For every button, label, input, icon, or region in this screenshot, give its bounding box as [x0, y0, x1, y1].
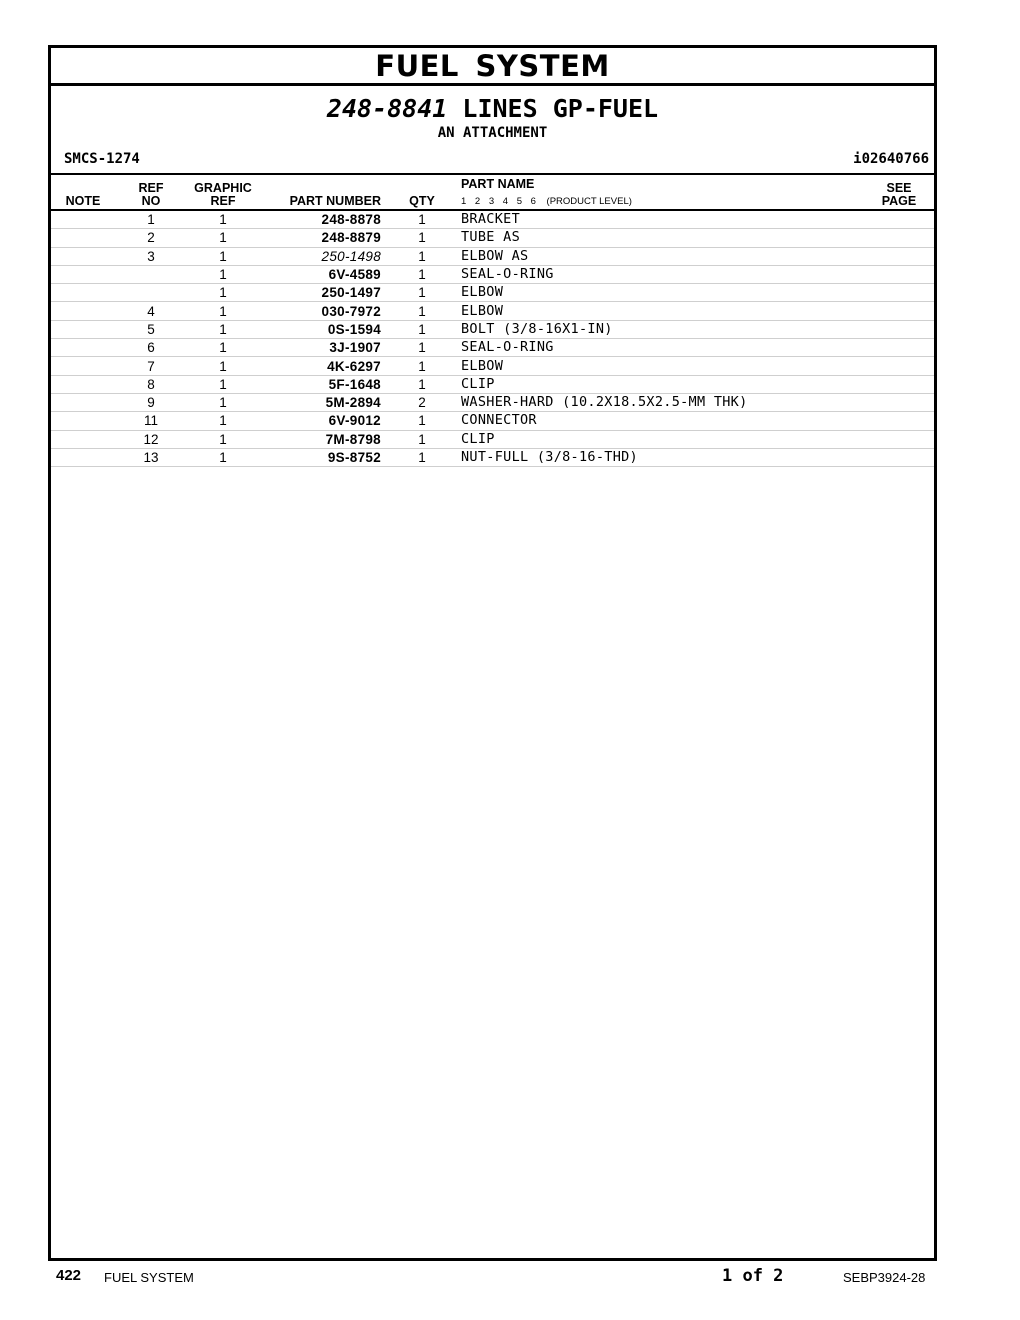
row-see-page — [864, 247, 934, 265]
row-part-number: 030-7972 — [259, 302, 385, 320]
row-part-number: 9S-8752 — [259, 448, 385, 466]
row-ref-no — [115, 265, 187, 283]
row-qty: 1 — [385, 284, 459, 302]
row-see-page — [864, 375, 934, 393]
row-part-name: CLIP — [459, 375, 864, 393]
row-ref-no: 3 — [115, 247, 187, 265]
header-product-level: (PRODUCT LEVEL) — [546, 196, 632, 207]
row-part-name: SEAL-O-RING — [459, 339, 864, 357]
table-row — [51, 357, 934, 375]
table-row — [51, 430, 934, 448]
row-ref-no: 6 — [115, 339, 187, 357]
row-graphic-ref: 1 — [187, 229, 259, 247]
row-see-page — [864, 448, 934, 466]
row-qty: 1 — [385, 339, 459, 357]
row-part-number: 5M-2894 — [259, 393, 385, 411]
footer-doc-id: SEBP3924-28 — [843, 1270, 926, 1285]
row-ref-no: 4 — [115, 302, 187, 320]
row-part-number: 250-1497 — [259, 284, 385, 302]
row-see-page — [864, 320, 934, 338]
row-part-name: SEAL-O-RING — [459, 265, 864, 283]
row-qty: 1 — [385, 430, 459, 448]
table-row — [51, 229, 934, 247]
row-graphic-ref: 1 — [187, 412, 259, 430]
row-note — [51, 339, 115, 357]
table-row — [51, 448, 934, 466]
row-see-page — [864, 412, 934, 430]
row-note — [51, 393, 115, 411]
header-part-name — [459, 174, 864, 210]
row-part-name: ELBOW AS — [459, 247, 864, 265]
row-part-number: 248-8878 — [259, 210, 385, 229]
row-note — [51, 265, 115, 283]
row-note — [51, 229, 115, 247]
header-see-page — [864, 174, 934, 210]
row-qty: 2 — [385, 393, 459, 411]
row-qty: 1 — [385, 265, 459, 283]
header-ref-line1: REF — [138, 181, 164, 195]
parts-table — [51, 173, 934, 467]
header-level-numbers: 1 2 3 4 5 6 — [461, 196, 536, 207]
table-row — [51, 412, 934, 430]
header-see-line2: PAGE — [881, 194, 917, 208]
row-see-page — [864, 284, 934, 302]
row-part-number: 7M-8798 — [259, 430, 385, 448]
row-qty: 1 — [385, 210, 459, 229]
row-note — [51, 302, 115, 320]
row-note — [51, 247, 115, 265]
row-ref-no: 11 — [115, 412, 187, 430]
row-qty: 1 — [385, 412, 459, 430]
table-row — [51, 247, 934, 265]
header-part-number: PART NUMBER — [289, 194, 381, 208]
group-part-number: 248-8841 — [326, 94, 448, 123]
row-note — [51, 430, 115, 448]
page-frame — [48, 45, 937, 1261]
header-note: NOTE — [65, 194, 101, 208]
footer-section: FUEL SYSTEM — [104, 1270, 194, 1285]
header-part-name-label: PART NAME — [461, 177, 535, 191]
row-see-page — [864, 430, 934, 448]
row-see-page — [864, 393, 934, 411]
row-graphic-ref: 1 — [187, 265, 259, 283]
table-row — [51, 284, 934, 302]
table-row — [51, 375, 934, 393]
row-qty: 1 — [385, 247, 459, 265]
row-see-page — [864, 210, 934, 229]
row-see-page — [864, 357, 934, 375]
page-footer — [0, 1266, 1020, 1290]
header-levels — [461, 196, 632, 207]
row-part-number: 250-1498 — [259, 247, 385, 265]
row-graphic-ref: 1 — [187, 247, 259, 265]
row-graphic-ref: 1 — [187, 357, 259, 375]
row-qty: 1 — [385, 375, 459, 393]
section-title: FUEL SYSTEM — [51, 48, 934, 86]
row-part-number: 0S-1594 — [259, 320, 385, 338]
row-part-name: CONNECTOR — [459, 412, 864, 430]
row-graphic-ref: 1 — [187, 375, 259, 393]
row-see-page — [864, 302, 934, 320]
table-row — [51, 210, 934, 229]
row-part-name: BRACKET — [459, 210, 864, 229]
row-ref-no: 13 — [115, 448, 187, 466]
row-part-name: BOLT (3/8-16X1-IN) — [459, 320, 864, 338]
id-row — [51, 151, 934, 171]
group-name: LINES GP-FUEL — [462, 94, 659, 123]
row-ref-no: 2 — [115, 229, 187, 247]
row-graphic-ref: 1 — [187, 320, 259, 338]
row-part-name: CLIP — [459, 430, 864, 448]
smcs-code: SMCS-1274 — [64, 151, 140, 167]
row-qty: 1 — [385, 229, 459, 247]
header-see-line1: SEE — [886, 181, 912, 195]
row-part-name: WASHER-HARD (10.2X18.5X2.5-MM THK) — [459, 393, 864, 411]
row-part-number: 5F-1648 — [259, 375, 385, 393]
table-row — [51, 302, 934, 320]
row-note — [51, 210, 115, 229]
row-note — [51, 412, 115, 430]
row-ref-no — [115, 284, 187, 302]
illustration-id: i02640766 — [853, 151, 929, 167]
row-graphic-ref: 1 — [187, 393, 259, 411]
header-graphic-ref — [187, 174, 259, 210]
row-ref-no: 5 — [115, 320, 187, 338]
row-graphic-ref: 1 — [187, 430, 259, 448]
table-row — [51, 320, 934, 338]
row-part-number: 3J-1907 — [259, 339, 385, 357]
row-see-page — [864, 229, 934, 247]
row-see-page — [864, 265, 934, 283]
row-qty: 1 — [385, 320, 459, 338]
row-part-name: NUT-FULL (3/8-16-THD) — [459, 448, 864, 466]
row-see-page — [864, 339, 934, 357]
row-note — [51, 357, 115, 375]
row-part-number: 248-8879 — [259, 229, 385, 247]
group-subtitle: AN ATTACHMENT — [437, 125, 548, 141]
row-ref-no: 9 — [115, 393, 187, 411]
row-qty: 1 — [385, 448, 459, 466]
row-qty: 1 — [385, 302, 459, 320]
row-ref-no: 8 — [115, 375, 187, 393]
row-ref-no: 1 — [115, 210, 187, 229]
row-note — [51, 284, 115, 302]
table-row — [51, 393, 934, 411]
row-note — [51, 320, 115, 338]
row-note — [51, 448, 115, 466]
header-ref-line2: NO — [141, 194, 161, 208]
header-gref-line1: GRAPHIC — [194, 181, 252, 195]
row-qty: 1 — [385, 357, 459, 375]
header-gref-line2: REF — [210, 194, 236, 208]
row-graphic-ref: 1 — [187, 339, 259, 357]
row-part-name: ELBOW — [459, 357, 864, 375]
footer-page-number: 422 — [56, 1267, 82, 1284]
table-row — [51, 339, 934, 357]
row-part-name: ELBOW — [459, 302, 864, 320]
row-graphic-ref: 1 — [187, 448, 259, 466]
row-graphic-ref: 1 — [187, 302, 259, 320]
row-part-number: 6V-4589 — [259, 265, 385, 283]
row-note — [51, 375, 115, 393]
group-title — [51, 95, 934, 123]
row-part-number: 6V-9012 — [259, 412, 385, 430]
row-part-number: 4K-6297 — [259, 357, 385, 375]
row-ref-no: 12 — [115, 430, 187, 448]
header-qty: QTY — [409, 194, 435, 208]
table-row — [51, 265, 934, 283]
row-part-name: TUBE AS — [459, 229, 864, 247]
parts-table-body — [51, 210, 934, 467]
table-header-row — [51, 174, 934, 210]
row-part-name: ELBOW — [459, 284, 864, 302]
row-graphic-ref: 1 — [187, 284, 259, 302]
row-ref-no: 7 — [115, 357, 187, 375]
footer-page-of: 1 of 2 — [722, 1266, 784, 1286]
row-graphic-ref: 1 — [187, 210, 259, 229]
header-ref-no — [115, 174, 187, 210]
